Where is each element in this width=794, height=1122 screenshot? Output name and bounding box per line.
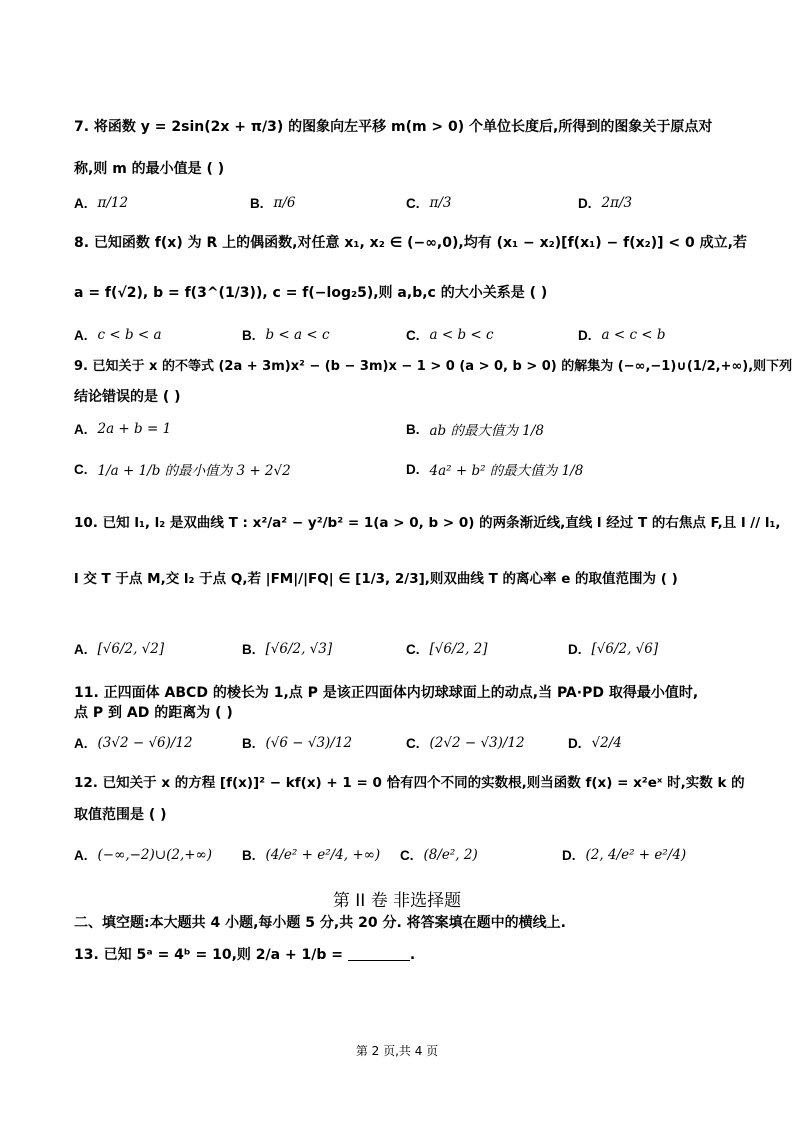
q10-option-d[interactable]: D. [√6/2, √6] — [568, 641, 659, 657]
section-title: 第 II 卷 非选择题 — [332, 891, 462, 911]
q8-line2: a = f(√2), b = f(3^(1/3)), c = f(−log₂5),则 a,b,c 的大小关系是 ( ) — [74, 285, 548, 301]
q11-line2: 点 P 到 AD 的距离为 ( ) — [74, 705, 233, 721]
q11-option-d[interactable]: D. √2/4 — [568, 735, 622, 751]
q10-options — [74, 632, 734, 666]
q7-option-d[interactable]: D. 2π/3 — [578, 195, 633, 211]
q7-option-b[interactable]: B. π/6 — [250, 195, 296, 211]
q12-option-c[interactable]: C. (8/e², 2) — [400, 847, 478, 863]
q12-line2: 取值范围是 ( ) — [74, 807, 167, 823]
page-footer: 第 2 页,共 4 页 — [355, 1044, 439, 1058]
q13-text: 13. 已知 5ᵃ = 4ᵇ = 10,则 2/a + 1/b = — [74, 947, 344, 963]
q12-option-a[interactable]: A. (−∞,−2)∪(2,+∞) — [74, 847, 213, 863]
q12-option-b[interactable]: B. (4/e² + e²/4, +∞) — [242, 847, 381, 863]
q12-line1: 12. 已知关于 x 的方程 [f(x)]² − kf(x) + 1 = 0 恰有四个不同的实数根,则当函数 f(x) = x²eˣ 时,实数 k 的 — [74, 775, 745, 791]
q9-option-a[interactable]: A. 2a + b = 1 — [74, 421, 172, 437]
q8-option-c[interactable]: C. a < b < c — [406, 327, 494, 343]
q13-answer-blank[interactable] — [348, 946, 410, 961]
q13-suffix: . — [409, 947, 416, 963]
q12-options — [74, 838, 734, 872]
q13-line — [74, 944, 734, 966]
q8-option-b[interactable]: B. b < a < c — [242, 327, 330, 343]
q8-option-a[interactable]: A. c < b < a — [74, 327, 162, 343]
q8-option-d[interactable]: D. a < c < b — [578, 327, 666, 343]
q7-option-a[interactable]: A. π/12 — [74, 195, 129, 211]
q10-option-a[interactable]: A. [√6/2, √2] — [74, 641, 165, 657]
q9-options-row2 — [74, 452, 734, 486]
q9-option-c[interactable]: C. 1/a + 1/b 的最小值为 3 + 2√2 — [74, 461, 291, 479]
q11-option-c[interactable]: C. (2√2 − √3)/12 — [406, 735, 525, 751]
q7-options — [74, 186, 734, 220]
q9-line2: 结论错误的是 ( ) — [74, 389, 181, 405]
q10-option-c[interactable]: C. [√6/2, 2] — [406, 641, 488, 657]
q10-line1: 10. 已知 l₁, l₂ 是双曲线 T : x²/a² − y²/b² = 1(a > 0, b > 0) 的两条渐近线,直线 l 经过 T 的右焦点 F,且 l // l₁, — [74, 515, 781, 531]
q8-line1: 8. 已知函数 f(x) 为 R 上的偶函数,对任意 x₁, x₂ ∈ (−∞,0),均有 (x₁ − x₂)[f(x₁) − f(x₂)] < 0 成立,若 — [74, 235, 747, 251]
q7-option-c[interactable]: C. π/3 — [406, 195, 452, 211]
q9-option-b[interactable]: B. ab 的最大值为 1/8 — [406, 421, 544, 439]
q12-option-d[interactable]: D. (2, 4/e² + e²/4) — [562, 847, 687, 863]
q10-option-b[interactable]: B. [√6/2, √3] — [242, 641, 333, 657]
q9-options-row1 — [74, 412, 734, 446]
q9-option-d[interactable]: D. 4a² + b² 的最大值为 1/8 — [406, 461, 584, 479]
q11-line1: 11. 正四面体 ABCD 的棱长为 1,点 P 是该正四面体内切球球面上的动点,当 PA·PD 取得最小值时, — [74, 685, 699, 701]
q9-line1: 9. 已知关于 x 的不等式 (2a + 3m)x² − (b − 3m)x − 1 > 0 (a > 0, b > 0) 的解集为 (−∞,−1)∪(1/2,+∞),则下列 — [74, 359, 793, 374]
q7-line2: 称,则 m 的最小值是 ( ) — [74, 161, 225, 177]
q10-line2: l 交 T 于点 M,交 l₂ 于点 Q,若 |FM|/|FQ| ∈ [1/3, 2/3],则双曲线 T 的离心率 e 的取值范围为 ( ) — [74, 571, 678, 587]
q7-line1: 7. 将函数 y = 2sin(2x + π/3) 的图象向左平移 m(m > 0) 个单位长度后,所得到的图象关于原点对 — [74, 119, 713, 135]
q11-options — [74, 726, 734, 760]
q11-option-b[interactable]: B. (√6 − √3)/12 — [242, 735, 353, 751]
q11-option-a[interactable]: A. (3√2 − √6)/12 — [74, 735, 193, 751]
q8-options — [74, 318, 734, 352]
fill-in-heading: 二、填空题:本大题共 4 小题,每小题 5 分,共 20 分. 将答案填在题中的横线上. — [74, 915, 566, 931]
